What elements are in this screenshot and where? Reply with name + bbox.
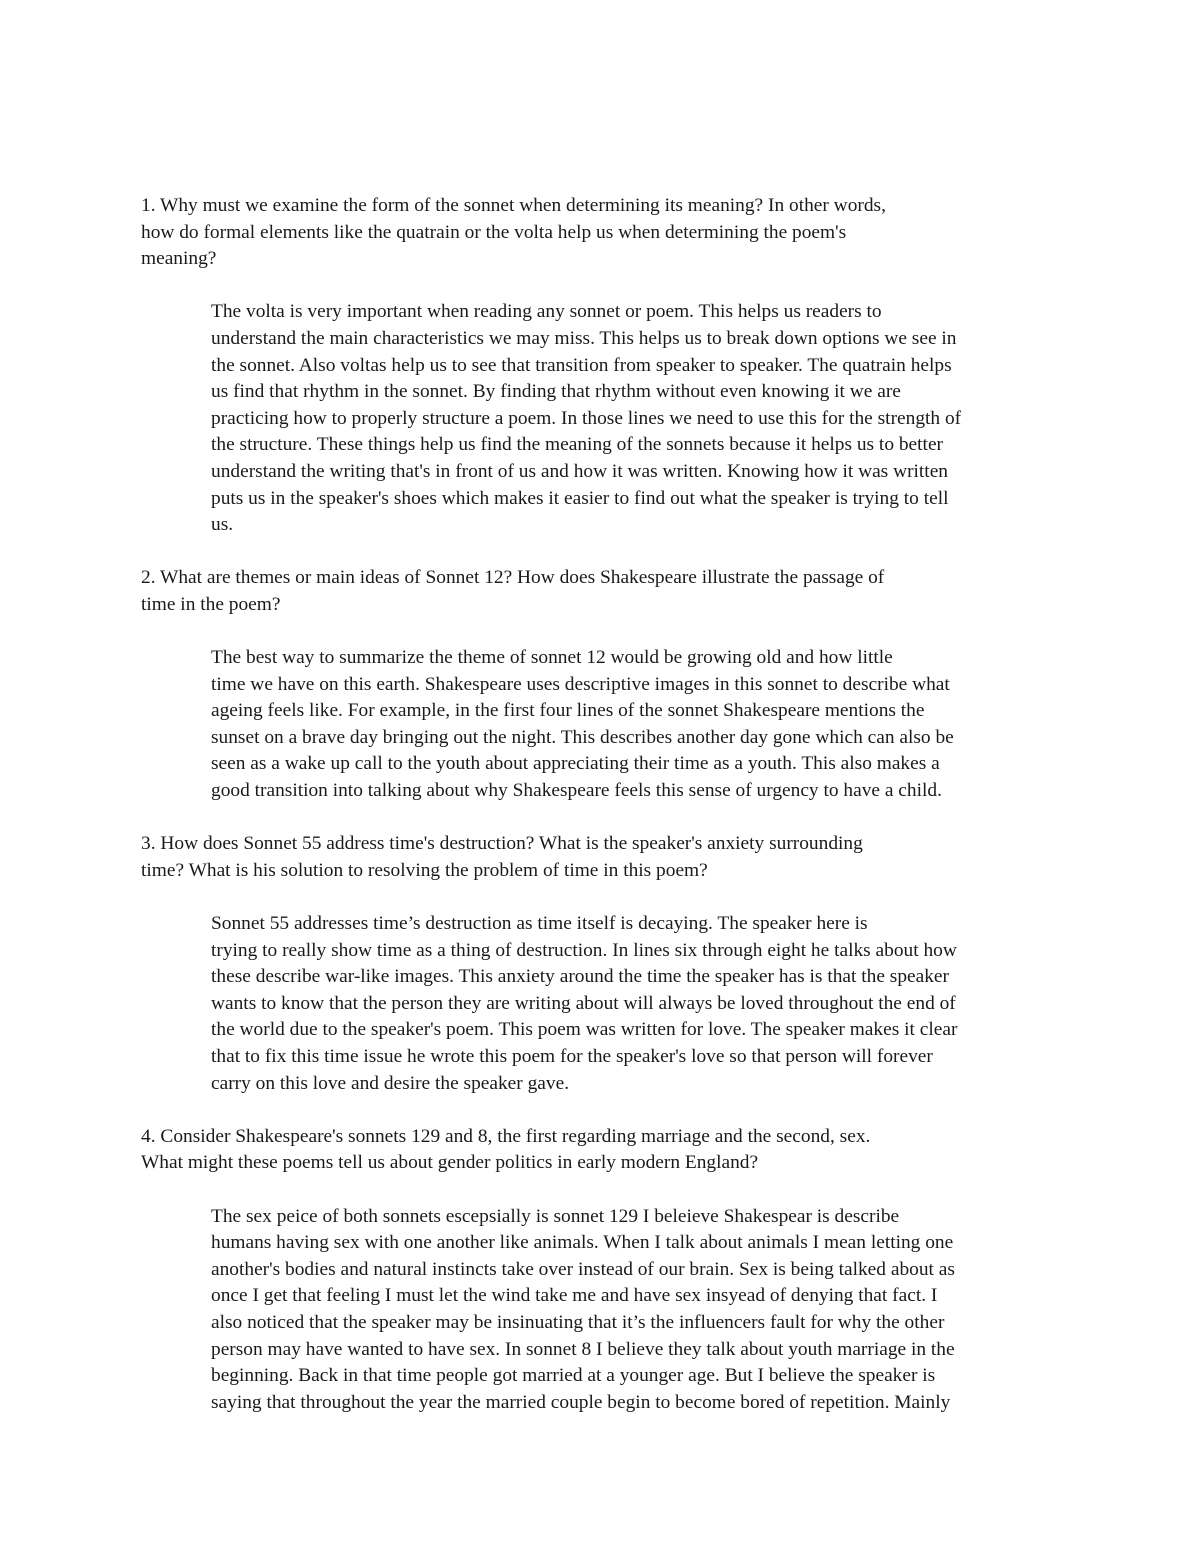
question-2 bbox=[141, 565, 1057, 618]
text-line: puts us in the speaker's shoes which makes it easier to find out what the speaker is trying to tell bbox=[211, 487, 949, 509]
text-line: meaning? bbox=[141, 248, 217, 270]
text-line: once I get that feeling I must let the wind take me and have sex insyead of denying that fact. I bbox=[211, 1285, 938, 1307]
text-line: trying to really show time as a thing of destruction. In lines six through eight he talks about how bbox=[211, 939, 957, 961]
text-line: the world due to the speaker's poem. This poem was written for love. The speaker makes it clear bbox=[211, 1019, 958, 1041]
text-line: the sonnet. Also voltas help us to see that transition from speaker to speaker. The quatrain helps bbox=[211, 354, 952, 376]
answer-2 bbox=[141, 645, 1057, 805]
text-line: these describe war-like images. This anxiety around the time the speaker has is that the speaker bbox=[211, 966, 949, 988]
text-line: seen as a wake up call to the youth about appreciating their time as a youth. This also makes a bbox=[211, 753, 940, 775]
text-line: wants to know that the person they are writing about will always be loved throughout the end of bbox=[211, 992, 956, 1014]
text-line: 3. How does Sonnet 55 address time's destruction? What is the speaker's anxiety surrounding bbox=[141, 833, 863, 855]
text-line: What might these poems tell us about gender politics in early modern England? bbox=[141, 1152, 759, 1174]
text-line: The sex peice of both sonnets escepsially is sonnet 129 I beleieve Shakespear is describe bbox=[211, 1205, 900, 1227]
text-line: the structure. These things help us find the meaning of the sonnets because it helps us to better bbox=[211, 434, 944, 456]
text-line: Sonnet 55 addresses time’s destruction as time itself is decaying. The speaker here is bbox=[211, 913, 868, 935]
text-line: time in the poem? bbox=[141, 593, 281, 615]
question-1 bbox=[141, 193, 1057, 273]
text-line: humans having sex with one another like animals. When I talk about animals I mean letting one bbox=[211, 1232, 954, 1254]
text-line: understand the writing that's in front of us and how it was written. Knowing how it was written bbox=[211, 460, 948, 482]
text-line: The volta is very important when reading any sonnet or poem. This helps us readers to bbox=[211, 301, 882, 323]
text-line: time we have on this earth. Shakespeare uses descriptive images in this sonnet to describe what bbox=[211, 673, 950, 695]
text-line: The best way to summarize the theme of sonnet 12 would be growing old and how little bbox=[211, 647, 893, 669]
document-body bbox=[141, 193, 1057, 1416]
text-line: saying that throughout the year the married couple begin to become bored of repetition. Mainly bbox=[211, 1391, 951, 1413]
text-line: also noticed that the speaker may be insinuating that it’s the influencers fault for why the other bbox=[211, 1311, 945, 1333]
text-line: good transition into talking about why Shakespeare feels this sense of urgency to have a child. bbox=[211, 780, 942, 802]
text-line: how do formal elements like the quatrain or the volta help us when determining the poem's bbox=[141, 221, 847, 243]
text-line: time? What is his solution to resolving the problem of time in this poem? bbox=[141, 859, 708, 881]
text-line: 4. Consider Shakespeare's sonnets 129 and 8, the first regarding marriage and the second, sex. bbox=[141, 1125, 871, 1147]
text-line: beginning. Back in that time people got married at a younger age. But I believe the speaker is bbox=[211, 1365, 936, 1387]
text-line: another's bodies and natural instincts take over instead of our brain. Sex is being talked about as bbox=[211, 1258, 955, 1280]
answer-3 bbox=[141, 911, 1057, 1097]
answer-4 bbox=[141, 1204, 1057, 1417]
text-line: 2. What are themes or main ideas of Sonnet 12? How does Shakespeare illustrate the passage of bbox=[141, 567, 885, 589]
text-line: ageing feels like. For example, in the first four lines of the sonnet Shakespeare mentions the bbox=[211, 700, 925, 722]
text-line: that to fix this time issue he wrote this poem for the speaker's love so that person will forever bbox=[211, 1046, 933, 1067]
text-line: us find that rhythm in the sonnet. By finding that rhythm without even knowing it we are bbox=[211, 381, 901, 403]
question-3 bbox=[141, 831, 1057, 884]
text-line: person may have wanted to have sex. In sonnet 8 I believe they talk about youth marriage in the bbox=[211, 1338, 955, 1360]
text-line: 1. Why must we examine the form of the sonnet when determining its meaning? In other words, bbox=[141, 195, 886, 216]
text-line: us. bbox=[211, 514, 234, 536]
answer-1 bbox=[141, 299, 1057, 538]
text-line: sunset on a brave day bringing out the night. This describes another day gone which can also be bbox=[211, 726, 954, 748]
text-line: practicing how to properly structure a poem. In those lines we need to use this for the strength of bbox=[211, 407, 962, 429]
text-line: understand the main characteristics we may miss. This helps us to break down options we see in bbox=[211, 327, 957, 349]
question-4 bbox=[141, 1124, 1057, 1177]
text-line: carry on this love and desire the speaker gave. bbox=[211, 1072, 570, 1094]
